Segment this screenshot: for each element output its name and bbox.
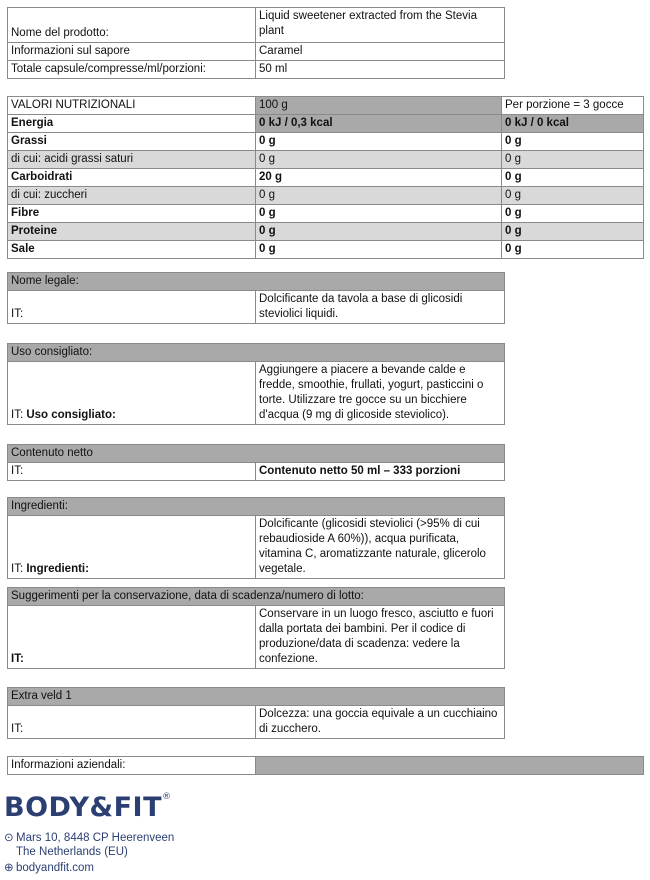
nutrition-title: VALORI NUTRIZIONALI <box>8 97 256 115</box>
address-line-1: Mars 10, 8448 CP Heerenveen <box>16 832 175 844</box>
ingredients-section <box>7 497 505 579</box>
nutrient-label: Proteine <box>8 223 256 241</box>
net-content-section <box>7 444 505 481</box>
section-title: Nome legale: <box>8 273 505 291</box>
table-row <box>8 151 644 169</box>
nutrient-value-100g: 0 g <box>256 133 502 151</box>
table-row <box>8 8 505 43</box>
table-row <box>8 223 644 241</box>
language-label <box>8 362 256 425</box>
flavour-value: Caramel <box>256 43 505 61</box>
flavour-label: Informazioni sul sapore <box>8 43 256 61</box>
product-name-label: Nome del prodotto: <box>8 8 256 43</box>
nutrient-value-portion: 0 g <box>502 133 644 151</box>
nutrient-label: di cui: zuccheri <box>8 187 256 205</box>
nutrient-value-portion: 0 g <box>502 187 644 205</box>
globe-icon: ⊕ <box>4 862 14 874</box>
section-title: Extra veld 1 <box>8 688 505 706</box>
nutrient-value-100g: 0 g <box>256 151 502 169</box>
nutrient-label: Fibre <box>8 205 256 223</box>
nutrition-col-portion: Per porzione = 3 gocce <box>502 97 644 115</box>
nutrition-header-row <box>8 97 644 115</box>
product-info-table <box>7 7 505 79</box>
company-address <box>4 831 174 859</box>
section-title: Ingredienti: <box>8 498 505 516</box>
brand-name: BODY&FIT <box>4 792 162 823</box>
section-title: Suggerimenti per la conservazione, data di scadenza/numero di lotto: <box>8 588 505 606</box>
language-label: IT: <box>8 463 256 481</box>
section-text: Dolcificante (glicosidi steviolici (>95% di cui rebaudioside A 60%)), acqua purificata, vitamina C, aromatizzante naturale, glicerolo vegetale. <box>256 516 505 579</box>
company-info-value <box>256 757 644 775</box>
language-field-name: Uso consigliato: <box>26 409 116 421</box>
table-row <box>8 133 644 151</box>
nutrient-label: di cui: acidi grassi saturi <box>8 151 256 169</box>
section-text: Conservare in un luogo fresco, asciutto e fuori dalla portata dei bambini. Per il codice di produzione/data di scadenza: vedere la confezione. <box>256 606 505 669</box>
table-row <box>8 61 505 79</box>
language-label <box>8 516 256 579</box>
section-text: Dolcificante da tavola a base di glicosidi steviolici liquidi. <box>256 291 505 324</box>
nutrient-value-portion: 0 g <box>502 241 644 259</box>
section-text: Dolcezza: una goccia equivale a un cucchiaino di zucchero. <box>256 706 505 739</box>
company-website[interactable] <box>4 861 94 875</box>
nutrient-label: Sale <box>8 241 256 259</box>
address-line-2: The Netherlands (EU) <box>16 846 128 858</box>
nutrient-value-100g: 0 kJ / 0,3 kcal <box>256 115 502 133</box>
language-field-name: Ingredienti: <box>26 563 89 575</box>
table-row <box>8 187 644 205</box>
total-label: Totale capsule/compresse/ml/porzioni: <box>8 61 256 79</box>
nutrient-value-100g: 20 g <box>256 169 502 187</box>
nutrient-value-portion: 0 g <box>502 169 644 187</box>
section-text: Aggiungere a piacere a bevande calde e fredde, smoothie, frullati, yogurt, pasticcini o torte. Utilizzare tre gocce su un bicchiere d'acqua (9 mg di glicoside steviolico). <box>256 362 505 425</box>
section-title: Uso consigliato: <box>8 344 505 362</box>
nutrient-value-100g: 0 g <box>256 223 502 241</box>
nutrient-value-100g: 0 g <box>256 187 502 205</box>
language-code: IT: <box>11 409 24 421</box>
language-label: IT: <box>8 706 256 739</box>
nutrient-label: Grassi <box>8 133 256 151</box>
table-row <box>8 115 644 133</box>
table-row <box>8 43 505 61</box>
nutrition-table <box>7 96 644 259</box>
product-name-value: Liquid sweetener extracted from the Stevia plant <box>256 8 505 43</box>
storage-section <box>7 587 505 669</box>
nutrient-value-portion: 0 g <box>502 205 644 223</box>
legal-name-section <box>7 272 505 324</box>
section-text: Contenuto netto 50 ml – 333 porzioni <box>256 463 505 481</box>
nutrient-value-portion: 0 kJ / 0 kcal <box>502 115 644 133</box>
location-pin-icon: ⊙ <box>4 832 14 844</box>
brand-logo <box>4 792 171 823</box>
website-link[interactable]: bodyandfit.com <box>16 862 94 874</box>
nutrient-label: Energia <box>8 115 256 133</box>
section-title: Informazioni aziendali: <box>8 757 256 775</box>
trademark-symbol: ® <box>161 792 172 802</box>
company-info-section <box>7 756 644 775</box>
nutrient-value-100g: 0 g <box>256 205 502 223</box>
section-title: Contenuto netto <box>8 445 505 463</box>
nutrient-label: Carboidrati <box>8 169 256 187</box>
extra-field-section <box>7 687 505 739</box>
nutrient-value-portion: 0 g <box>502 223 644 241</box>
table-row <box>8 241 644 259</box>
nutrition-col-100g: 100 g <box>256 97 502 115</box>
usage-section <box>7 343 505 425</box>
language-code: IT: <box>11 563 24 575</box>
table-row <box>8 169 644 187</box>
nutrient-value-100g: 0 g <box>256 241 502 259</box>
nutrient-value-portion: 0 g <box>502 151 644 169</box>
language-label: IT: <box>8 606 256 669</box>
table-row <box>8 205 644 223</box>
total-value: 50 ml <box>256 61 505 79</box>
language-label: IT: <box>8 291 256 324</box>
